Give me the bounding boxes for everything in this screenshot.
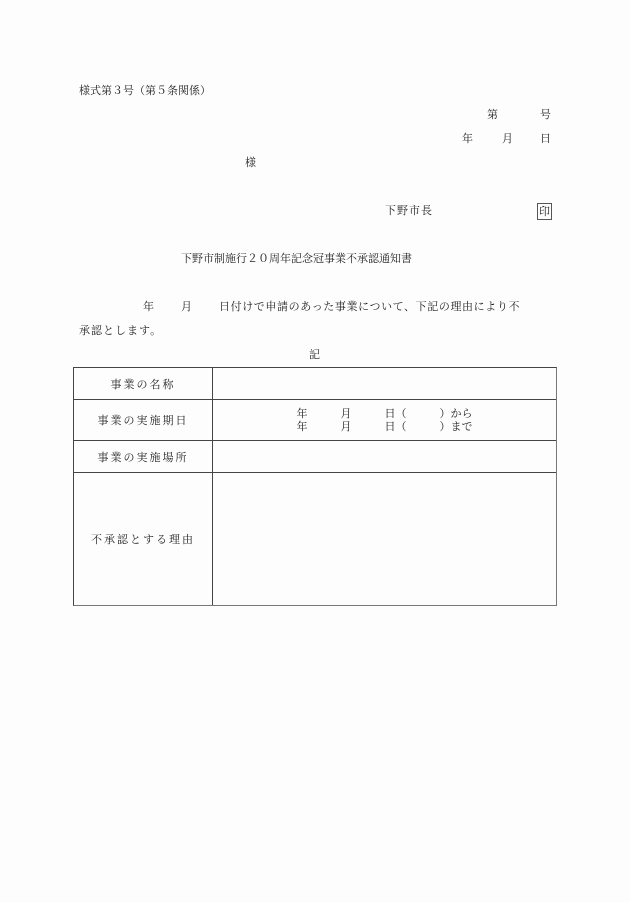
doc-number-prefix: 第 <box>487 108 498 121</box>
table-row <box>74 400 556 441</box>
period-to: 年 月 日（ ）まで <box>296 420 473 433</box>
row-label: 事業の実施場所 <box>74 441 213 472</box>
date-year: 年 <box>462 132 473 145</box>
row-label: 事業の名称 <box>74 368 213 399</box>
row-value[interactable] <box>213 441 556 472</box>
form-number: 様式第３号（第５条関係） <box>79 84 211 97</box>
row-value[interactable] <box>213 400 556 440</box>
date-day: 日 <box>540 132 551 145</box>
issuer-name: 下野市長 <box>385 204 433 217</box>
table-row <box>74 368 556 400</box>
table-row <box>74 441 556 473</box>
row-label: 事業の実施期日 <box>74 400 213 440</box>
row-value[interactable] <box>213 473 556 605</box>
document-title: 下野市制施行２０周年記念冠事業不承認通知書 <box>181 252 412 265</box>
body-month: 月 <box>181 300 192 313</box>
body-line2: 承認とします。 <box>79 324 163 337</box>
addressee-suffix: 様 <box>245 156 256 169</box>
body-line1: 日付けで申請のあった事業について、下記の理由により不 <box>219 300 521 313</box>
seal-mark: 印 <box>539 205 550 218</box>
row-label: 不承認とする理由 <box>74 473 213 605</box>
details-table <box>73 367 557 606</box>
table-row <box>74 473 556 605</box>
doc-number-suffix: 号 <box>540 108 551 121</box>
period-from: 年 月 日（ ）から <box>296 407 473 420</box>
row-value[interactable] <box>213 368 556 399</box>
date-month: 月 <box>502 132 513 145</box>
body-year: 年 <box>143 300 154 313</box>
ki-heading: 記 <box>309 348 320 361</box>
